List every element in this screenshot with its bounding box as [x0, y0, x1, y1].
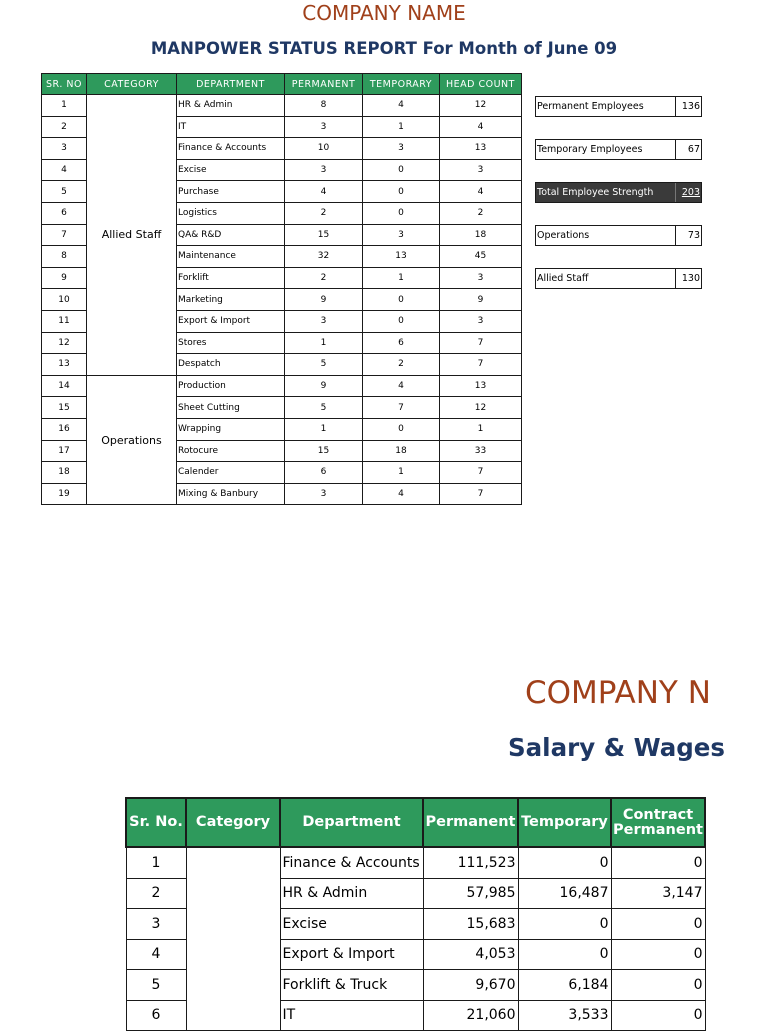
- department-cell: Wrapping: [177, 418, 285, 440]
- temporary-cell: 16,487: [518, 878, 611, 909]
- head-count-cell: 33: [440, 440, 522, 462]
- permanent-cell: 21,060: [423, 1000, 518, 1031]
- category-cell: Allied Staff: [87, 95, 177, 376]
- temporary-cell: 0: [518, 909, 611, 940]
- header-department: DEPARTMENT: [177, 74, 285, 95]
- sr-no-cell: 5: [126, 970, 186, 1001]
- head-count-cell: 12: [440, 95, 522, 117]
- head-count-cell: 13: [440, 375, 522, 397]
- permanent-cell: 3: [285, 116, 363, 138]
- permanent-cell: 111,523: [423, 847, 518, 878]
- header-category: Category: [186, 798, 280, 847]
- permanent-cell: 3: [285, 159, 363, 181]
- department-cell: Export & Import: [280, 939, 423, 970]
- summary-label: Operations: [536, 226, 676, 245]
- sr-no-cell: 8: [42, 246, 87, 268]
- contract-permanent-cell: 0: [611, 939, 705, 970]
- header-sr-no: SR. NO: [42, 74, 87, 95]
- contract-permanent-cell: 3,147: [611, 878, 705, 909]
- permanent-cell: 2: [285, 267, 363, 289]
- permanent-cell: 4: [285, 181, 363, 203]
- head-count-cell: 3: [440, 310, 522, 332]
- contract-permanent-cell: 0: [611, 847, 705, 878]
- category-cell: Operations: [87, 375, 177, 505]
- sr-no-cell: 6: [42, 202, 87, 224]
- department-cell: Excise: [280, 909, 423, 940]
- department-cell: Excise: [177, 159, 285, 181]
- temporary-cell: 6,184: [518, 970, 611, 1001]
- temporary-cell: 4: [363, 375, 440, 397]
- header-permanent: PERMANENT: [285, 74, 363, 95]
- head-count-cell: 4: [440, 181, 522, 203]
- header-permanent: Permanent: [423, 798, 518, 847]
- department-cell: Finance & Accounts: [280, 847, 423, 878]
- head-count-cell: 2: [440, 202, 522, 224]
- temporary-cell: 0: [363, 289, 440, 311]
- sr-no-cell: 12: [42, 332, 87, 354]
- temporary-cell: 1: [363, 462, 440, 484]
- temporary-cell: 3: [363, 138, 440, 160]
- permanent-cell: 3: [285, 483, 363, 505]
- table-row: [42, 375, 522, 397]
- summary-label: Total Employee Strength: [536, 183, 676, 202]
- salary-table: [125, 797, 706, 1031]
- head-count-cell: 4: [440, 116, 522, 138]
- temporary-cell: 7: [363, 397, 440, 419]
- department-cell: HR & Admin: [280, 878, 423, 909]
- head-count-cell: 7: [440, 354, 522, 376]
- permanent-employees-box: [535, 96, 702, 117]
- temporary-cell: 0: [363, 310, 440, 332]
- sr-no-cell: 13: [42, 354, 87, 376]
- department-cell: IT: [177, 116, 285, 138]
- sr-no-cell: 4: [42, 159, 87, 181]
- department-cell: Forklift: [177, 267, 285, 289]
- temporary-cell: 3,533: [518, 1000, 611, 1031]
- permanent-cell: 5: [285, 397, 363, 419]
- sr-no-cell: 2: [42, 116, 87, 138]
- permanent-cell: 9,670: [423, 970, 518, 1001]
- header-temporary: TEMPORARY: [363, 74, 440, 95]
- salary-wages-title: Salary & Wages: [508, 733, 726, 762]
- head-count-cell: 1: [440, 418, 522, 440]
- summary-label: Allied Staff: [536, 269, 676, 288]
- head-count-cell: 7: [440, 462, 522, 484]
- head-count-cell: 13: [440, 138, 522, 160]
- header-category: CATEGORY: [87, 74, 177, 95]
- header-contract-permanent: Contract Permanent: [611, 798, 705, 847]
- sr-no-cell: 7: [42, 224, 87, 246]
- operations-box: [535, 225, 702, 246]
- head-count-cell: 3: [440, 267, 522, 289]
- summary-label: Permanent Employees: [536, 97, 676, 116]
- temporary-cell: 1: [363, 116, 440, 138]
- summary-label: Temporary Employees: [536, 140, 676, 159]
- allied-staff-box: [535, 268, 702, 289]
- category-cell: [186, 847, 280, 1031]
- sr-no-cell: 1: [126, 847, 186, 878]
- department-cell: Mixing & Banbury: [177, 483, 285, 505]
- permanent-cell: 6: [285, 462, 363, 484]
- head-count-cell: 9: [440, 289, 522, 311]
- permanent-cell: 3: [285, 310, 363, 332]
- company-name-heading: COMPANY NAME: [302, 1, 466, 25]
- temporary-cell: 4: [363, 483, 440, 505]
- temporary-cell: 0: [363, 159, 440, 181]
- department-cell: HR & Admin: [177, 95, 285, 117]
- permanent-cell: 15,683: [423, 909, 518, 940]
- sr-no-cell: 19: [42, 483, 87, 505]
- temporary-cell: 13: [363, 246, 440, 268]
- permanent-cell: 32: [285, 246, 363, 268]
- contract-permanent-cell: 0: [611, 909, 705, 940]
- permanent-cell: 15: [285, 224, 363, 246]
- sr-no-cell: 14: [42, 375, 87, 397]
- sr-no-cell: 5: [42, 181, 87, 203]
- salary-section: [0, 660, 726, 1024]
- department-cell: Stores: [177, 332, 285, 354]
- temporary-cell: 4: [363, 95, 440, 117]
- permanent-cell: 1: [285, 332, 363, 354]
- permanent-cell: 1: [285, 418, 363, 440]
- permanent-cell: 15: [285, 440, 363, 462]
- department-cell: Export & Import: [177, 310, 285, 332]
- department-cell: Purchase: [177, 181, 285, 203]
- table-row: [126, 847, 705, 878]
- head-count-cell: 7: [440, 332, 522, 354]
- header-temporary: Temporary: [518, 798, 611, 847]
- sr-no-cell: 10: [42, 289, 87, 311]
- department-cell: Despatch: [177, 354, 285, 376]
- salary-header-row: [126, 798, 705, 847]
- table-row: [42, 95, 522, 117]
- header-head-count: HEAD COUNT: [440, 74, 522, 95]
- permanent-cell: 8: [285, 95, 363, 117]
- permanent-cell: 57,985: [423, 878, 518, 909]
- temporary-cell: 0: [363, 202, 440, 224]
- temporary-cell: 18: [363, 440, 440, 462]
- permanent-cell: 5: [285, 354, 363, 376]
- department-cell: Calender: [177, 462, 285, 484]
- sr-no-cell: 1: [42, 95, 87, 117]
- department-cell: Finance & Accounts: [177, 138, 285, 160]
- summary-value: 67: [687, 144, 700, 155]
- sr-no-cell: 3: [42, 138, 87, 160]
- temporary-cell: 1: [363, 267, 440, 289]
- department-cell: Maintenance: [177, 246, 285, 268]
- company-name-heading-2: COMPANY N: [525, 675, 711, 711]
- sr-no-cell: 3: [126, 909, 186, 940]
- summary-value: 73: [687, 230, 700, 241]
- permanent-cell: 4,053: [423, 939, 518, 970]
- permanent-cell: 9: [285, 375, 363, 397]
- contract-permanent-cell: 0: [611, 1000, 705, 1031]
- temporary-cell: 0: [363, 181, 440, 203]
- header-department: Department: [280, 798, 423, 847]
- sr-no-cell: 16: [42, 418, 87, 440]
- sr-no-cell: 15: [42, 397, 87, 419]
- department-cell: Sheet Cutting: [177, 397, 285, 419]
- summary-value: 130: [681, 273, 700, 284]
- department-cell: Marketing: [177, 289, 285, 311]
- head-count-cell: 45: [440, 246, 522, 268]
- department-cell: IT: [280, 1000, 423, 1031]
- header-sr-no: Sr. No.: [126, 798, 186, 847]
- sr-no-cell: 18: [42, 462, 87, 484]
- temporary-employees-box: [535, 139, 702, 160]
- manpower-report-title: MANPOWER STATUS REPORT For Month of June 09: [150, 39, 618, 58]
- head-count-cell: 7: [440, 483, 522, 505]
- permanent-cell: 9: [285, 289, 363, 311]
- temporary-cell: 0: [363, 418, 440, 440]
- temporary-cell: 0: [518, 939, 611, 970]
- sr-no-cell: 17: [42, 440, 87, 462]
- sr-no-cell: 11: [42, 310, 87, 332]
- department-cell: Production: [177, 375, 285, 397]
- sr-no-cell: 9: [42, 267, 87, 289]
- summary-value: 136: [681, 101, 700, 112]
- head-count-cell: 12: [440, 397, 522, 419]
- sr-no-cell: 4: [126, 939, 186, 970]
- permanent-cell: 2: [285, 202, 363, 224]
- sr-no-cell: 2: [126, 878, 186, 909]
- manpower-table: [41, 73, 522, 505]
- department-cell: Forklift & Truck: [280, 970, 423, 1001]
- summary-value: 203: [681, 187, 700, 198]
- contract-permanent-cell: 0: [611, 970, 705, 1001]
- department-cell: Rotocure: [177, 440, 285, 462]
- sr-no-cell: 6: [126, 1000, 186, 1031]
- department-cell: Logistics: [177, 202, 285, 224]
- total-employee-strength-box: [535, 182, 702, 203]
- head-count-cell: 3: [440, 159, 522, 181]
- temporary-cell: 2: [363, 354, 440, 376]
- head-count-cell: 18: [440, 224, 522, 246]
- manpower-header-row: [42, 74, 522, 95]
- temporary-cell: 0: [518, 847, 611, 878]
- permanent-cell: 10: [285, 138, 363, 160]
- temporary-cell: 3: [363, 224, 440, 246]
- temporary-cell: 6: [363, 332, 440, 354]
- department-cell: QA& R&D: [177, 224, 285, 246]
